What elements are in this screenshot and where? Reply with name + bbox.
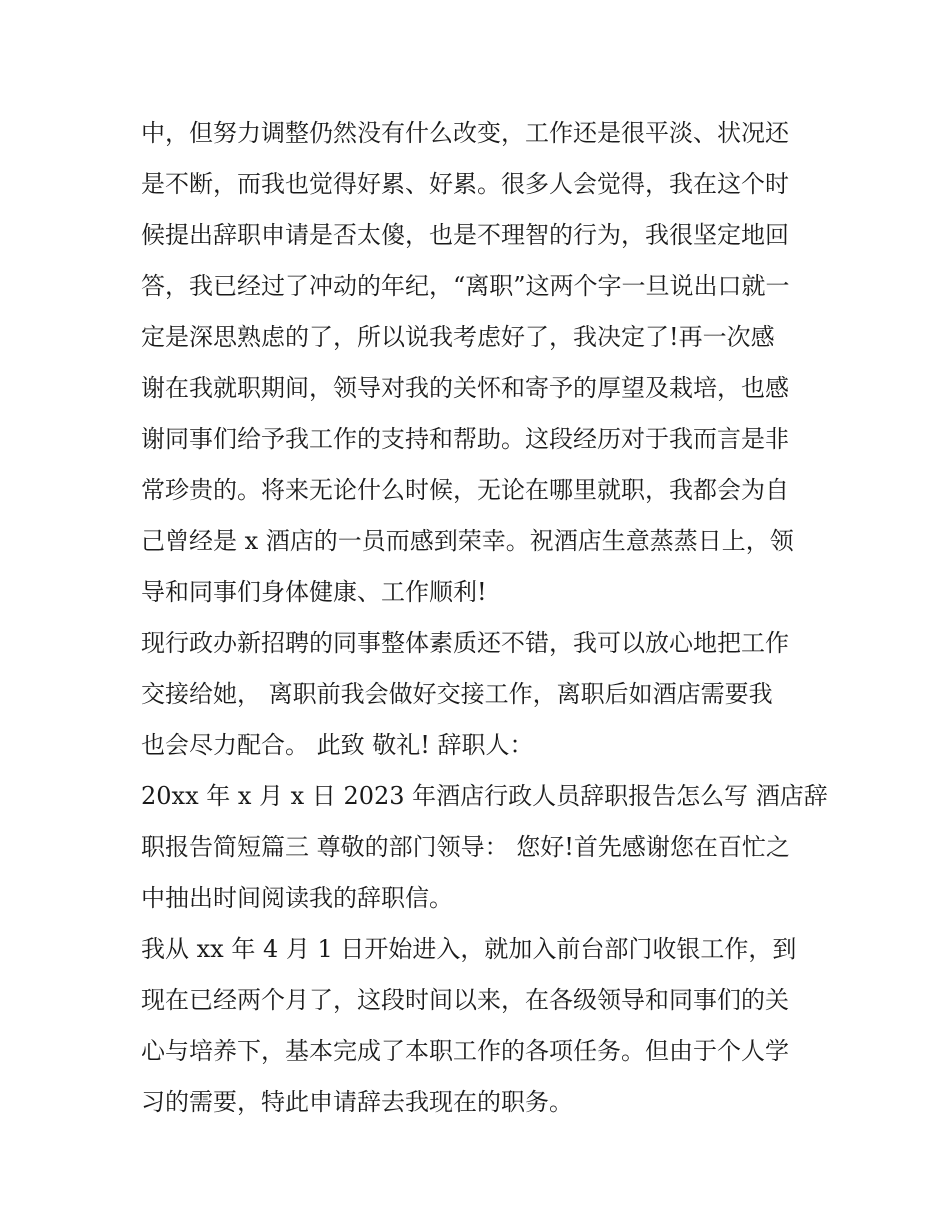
text-line: 定是深思熟虑的了，所以说我考虑好了，我决定了!再一次感 <box>141 323 775 351</box>
text-line: 心与培养下，基本完成了本职工作的各项任务。但由于个人学 <box>141 1037 789 1065</box>
text-line: 现在已经两个月了，这段时间以来，在各级领导和同事们的关 <box>141 986 789 1014</box>
text-line: 常珍贵的。将来无论什么时候，无论在哪里就职，我都会为自 <box>141 476 789 504</box>
text-line: 交接给她， 离职前我会做好交接工作，离职后如酒店需要我 <box>141 680 773 708</box>
text-line: 20xx 年 x 月 x 日 2023 年酒店行政人员辞职报告怎么写 酒店辞 <box>141 782 828 810</box>
text-line: 也会尽力配合。 此致 敬礼! 辞职人： <box>141 731 534 759</box>
text-line: 中抽出时间阅读我的辞职信。 <box>141 884 453 912</box>
text-line: 职报告简短篇三 尊敬的部门领导： 您好!首先感谢您在百忙之 <box>141 833 790 861</box>
text-line: 现行政办新招聘的同事整体素质还不错，我可以放心地把工作 <box>141 629 789 657</box>
text-line: 中，但努力调整仍然没有什么改变，工作还是很平淡、状况还 <box>141 119 789 147</box>
text-line: 谢同事们给予我工作的支持和帮助。这段经历对于我而言是非 <box>141 425 789 453</box>
text-line: 己曾经是 x 酒店的一员而感到荣幸。祝酒店生意蒸蒸日上，领 <box>141 527 794 555</box>
text-line: 习的需要，特此申请辞去我现在的职务。 <box>141 1088 573 1116</box>
text-line: 答，我已经过了冲动的年纪，“离职”这两个字一旦说出口就一 <box>141 272 790 300</box>
text-line: 导和同事们身体健康、工作顺利! <box>141 578 487 606</box>
text-line: 我从 xx 年 4 月 1 日开始进入，就加入前台部门收银工作，到 <box>141 935 797 963</box>
text-line: 候提出辞职申请是否太傻，也是不理智的行为，我很坚定地回 <box>141 221 789 249</box>
text-line: 谢在我就职期间，领导对我的关怀和寄予的厚望及栽培，也感 <box>141 374 789 402</box>
text-line: 是不断，而我也觉得好累、好累。很多人会觉得，我在这个时 <box>141 170 789 198</box>
document-body <box>141 108 828 1128</box>
